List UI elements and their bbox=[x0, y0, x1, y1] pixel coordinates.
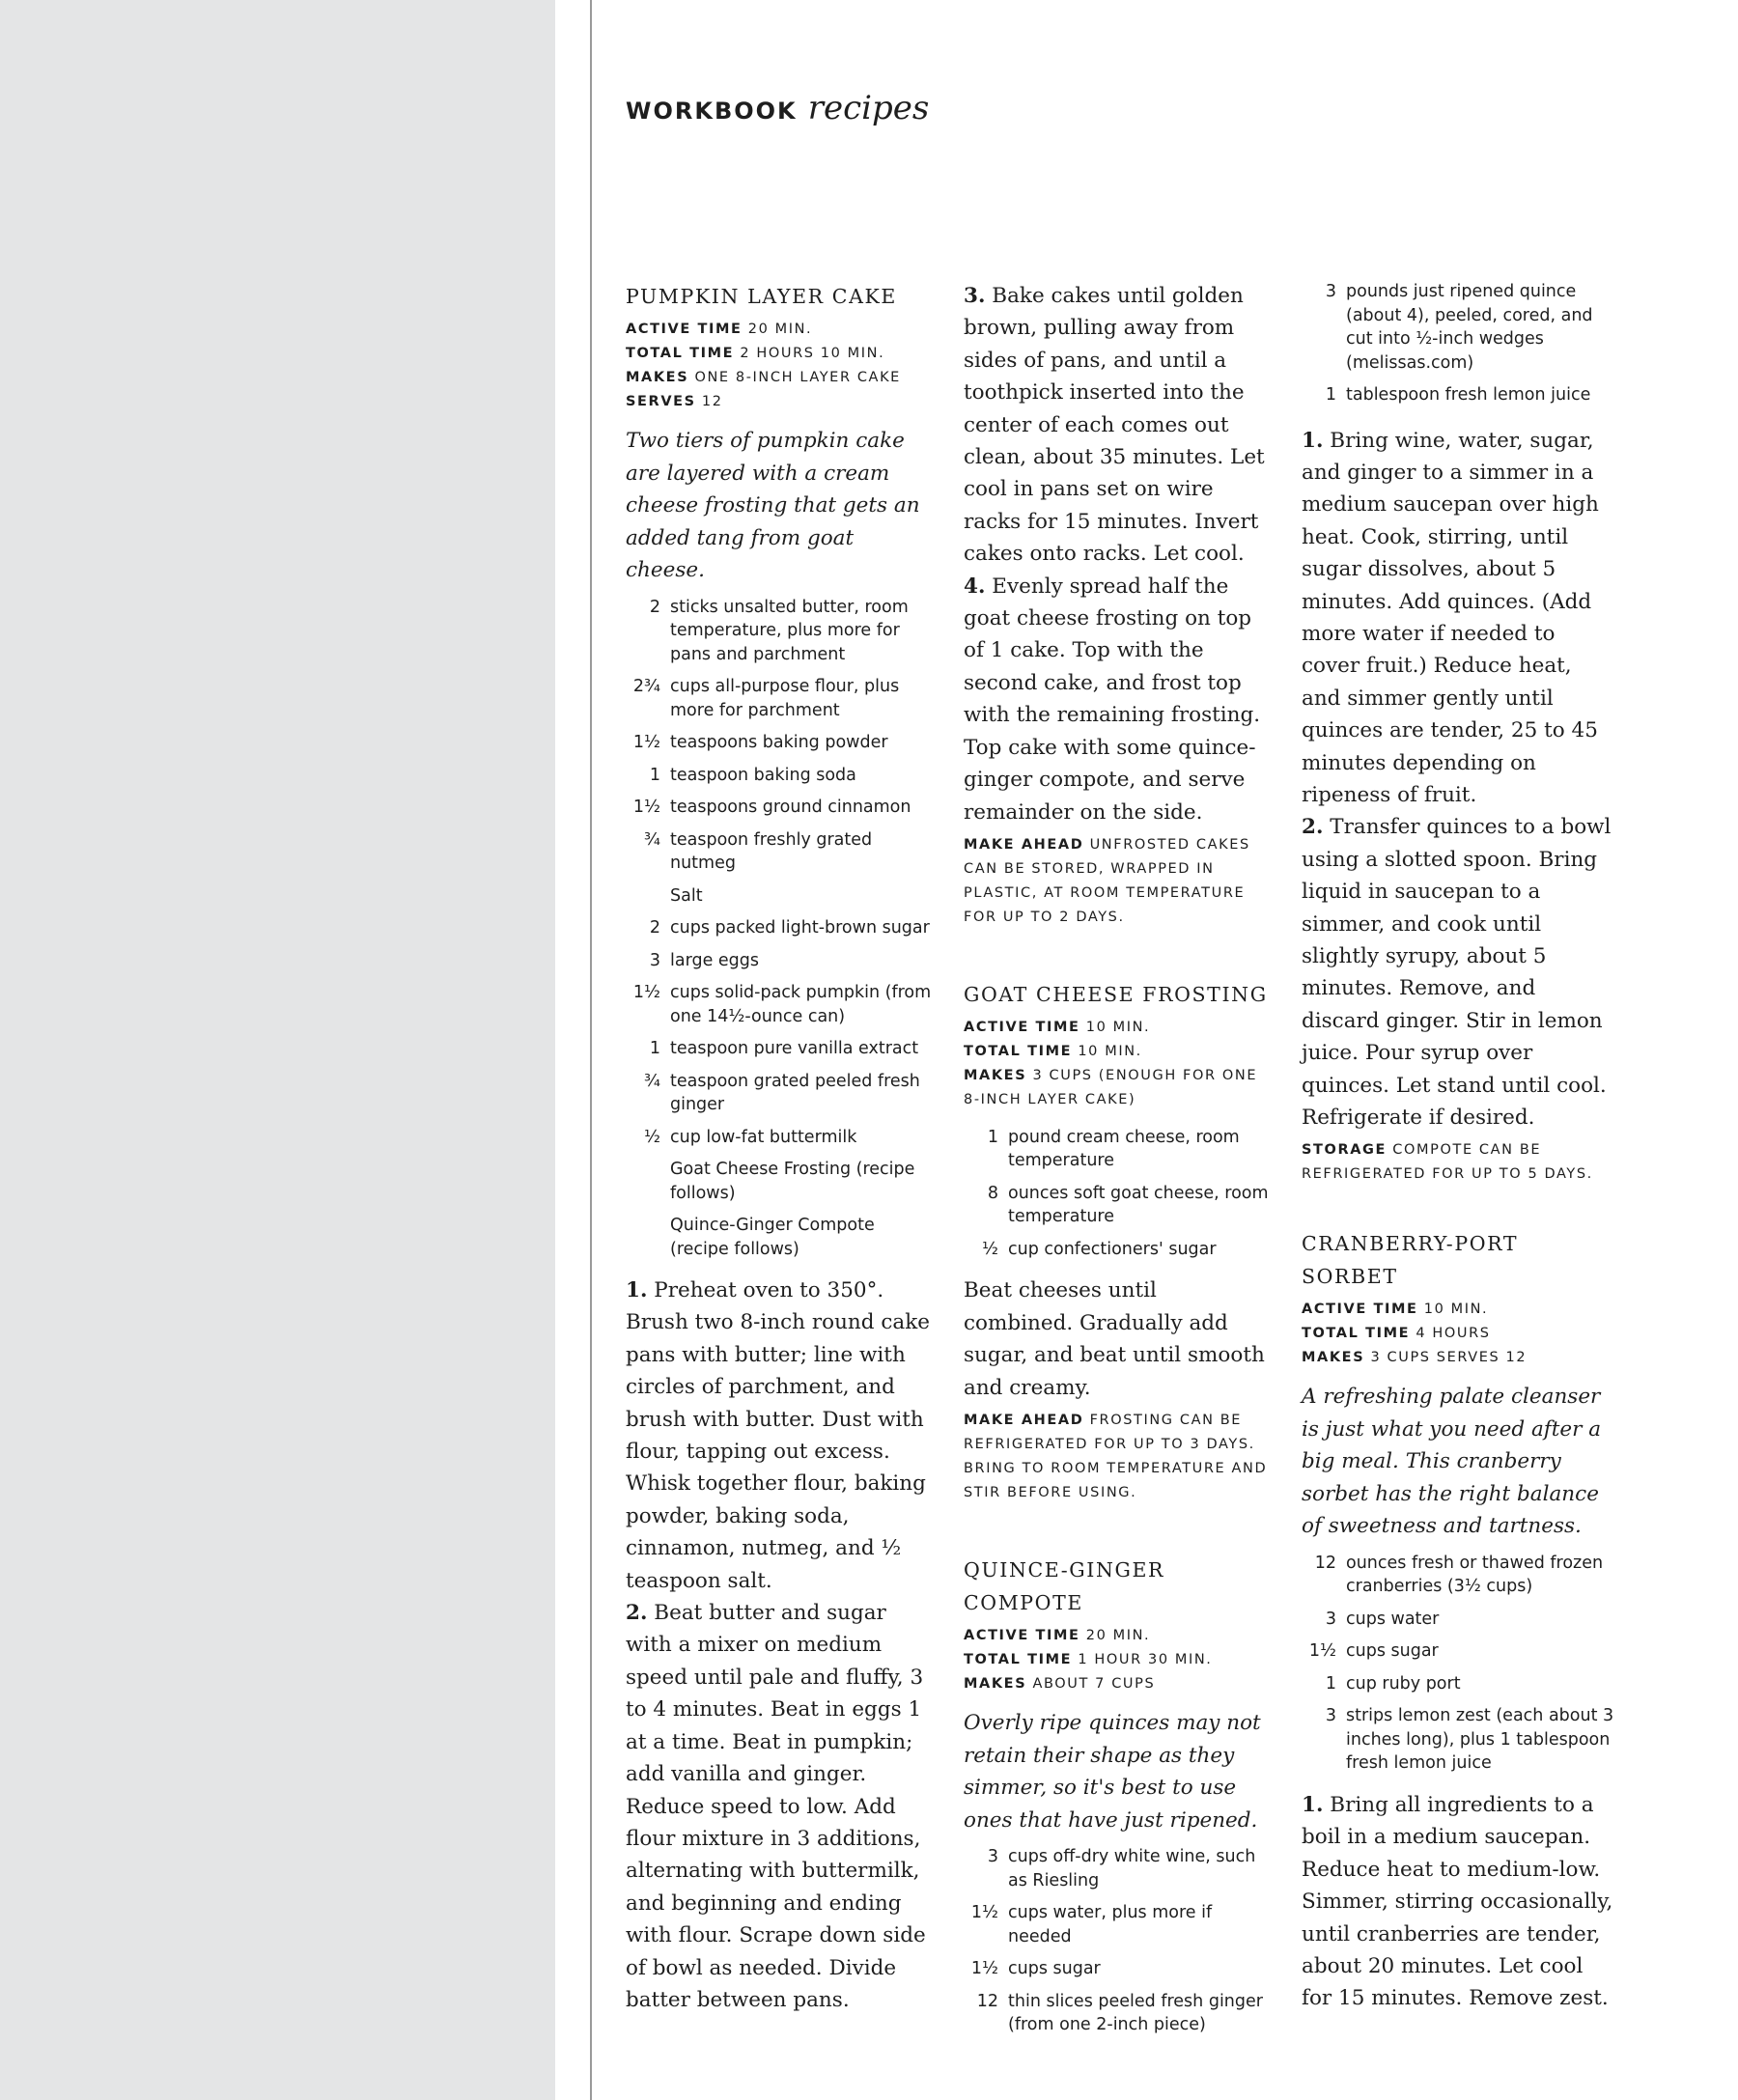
step: Beat cheeses until combined. Gradually add sugar, and beat until smooth and creamy. bbox=[964, 1278, 1265, 1400]
ingredient-item: 2¾ cups all-purpose flour, plus more for parchment bbox=[632, 677, 900, 720]
binding-rule bbox=[590, 0, 592, 2100]
recipe-pumpkin-layer-cake bbox=[626, 280, 933, 2016]
ingredient-item: 3 strips lemon zest (each about 3 inches long), plus 1 tablespoon fresh lemon juice bbox=[1325, 1706, 1614, 1774]
ingredient-item: 3 cups off-dry white wine, such as Riesling bbox=[987, 1847, 1256, 1890]
ingredient-list-continued bbox=[1302, 280, 1615, 407]
meta-line: ACTIVE TIME 10 MIN. bbox=[964, 1019, 1151, 1035]
ingredient-item: 3 large eggs bbox=[649, 950, 760, 970]
storage-note: STORAGE COMPOTE CAN BE REFRIGERATED FOR UP TO 5 DAYS. bbox=[1302, 1142, 1593, 1183]
ingredient-item: Quince-Ginger Compote (recipe follows) bbox=[670, 1216, 875, 1259]
meta-line: SERVES 12 bbox=[626, 394, 723, 409]
step: 4. Evenly spread half the goat cheese frosting on top of 1 cake. Top with the second cake, and frost top with the remaining frosting. Top cake with some quince-ginger compote, and serve remainder on the side. bbox=[964, 574, 1261, 825]
step: 2. Beat butter and sugar with a mixer on medium speed until pale and fluffy, 3 to 4 minutes. Beat in eggs 1 at a time. Beat in pumpkin; add vanilla and ginger. Reduce speed to low. Add flour mixture in 3 additions, alternating with buttermilk, and beginning and ending with flour. Scrape down side of bowl as needed. Divide batter between pans. bbox=[626, 1601, 926, 2012]
ingredient-item: 1 cup ruby port bbox=[1325, 1673, 1461, 1694]
meta-line: ACTIVE TIME 10 MIN. bbox=[1302, 1302, 1489, 1318]
ingredient-item: 3 cups water bbox=[1325, 1609, 1440, 1629]
meta-line: TOTAL TIME 1 HOUR 30 MIN. bbox=[964, 1652, 1213, 1668]
column-3 bbox=[1302, 280, 1615, 2015]
ingredient-item: Goat Cheese Frosting (recipe follows) bbox=[670, 1160, 915, 1203]
ingredient-item: 1 teaspoon baking soda bbox=[649, 765, 856, 785]
step: 1. Preheat oven to 350°. Brush two 8-inch round cake pans with butter; line with circles of parchment, and brush with butter. Dust with flour, tapping out excess. Whisk together flour, baking powder, baking soda, cinnamon, nutmeg, and ½ teaspoon salt. bbox=[626, 1278, 930, 1593]
ingredient-list bbox=[1302, 1552, 1615, 1776]
ingredient-item: 1 tablespoon fresh lemon juice bbox=[1325, 385, 1591, 405]
section-subtitle: recipes bbox=[807, 89, 930, 127]
recipe-steps-continued bbox=[964, 280, 1271, 828]
meta-line: ACTIVE TIME 20 MIN. bbox=[964, 1628, 1151, 1644]
meta-line: TOTAL TIME 10 MIN. bbox=[964, 1043, 1142, 1059]
recipe-meta bbox=[964, 1016, 1271, 1112]
recipe-steps bbox=[626, 1274, 933, 2016]
ingredient-item: ½ cup confectioners' sugar bbox=[982, 1239, 1217, 1259]
section-brand: WORKBOOK bbox=[626, 98, 798, 125]
recipe-steps bbox=[1302, 1789, 1615, 2015]
recipe-goat-cheese-frosting bbox=[964, 978, 1271, 1505]
ingredient-list bbox=[626, 596, 933, 1262]
recipe-intro: A refreshing palate cleanser is just what you need after a big meal. This cranberry sorbet has the right balance of sweetness and tartness. bbox=[1302, 1385, 1602, 1539]
ingredient-item: 1½ cups solid-pack pumpkin (from one 14½-ounce can) bbox=[632, 983, 932, 1026]
column-2 bbox=[964, 280, 1271, 2051]
ingredient-item: 1½ cups water, plus more if needed bbox=[970, 1903, 1213, 1946]
page-gutter bbox=[0, 0, 555, 2100]
meta-line: MAKES ABOUT 7 CUPS bbox=[964, 1676, 1156, 1693]
meta-line: TOTAL TIME 4 HOURS bbox=[1302, 1326, 1491, 1342]
ingredient-item: 1½ teaspoons baking powder bbox=[632, 733, 888, 752]
recipe-quince-ginger-compote bbox=[964, 1554, 1271, 2037]
recipe-intro: Two tiers of pumpkin cake are layered with a cream cheese frosting that gets an added tang from goat cheese. bbox=[626, 429, 920, 582]
meta-line: MAKES ONE 8-INCH LAYER CAKE bbox=[626, 370, 901, 385]
ingredient-item: 2 sticks unsalted butter, room temperature, plus more for pans and parchment bbox=[649, 597, 909, 664]
ingredient-item: 1½ cups sugar bbox=[970, 1959, 1101, 1979]
recipe-title: QUINCE-GINGER COMPOTE bbox=[964, 1558, 1165, 1615]
step: 1. Bring wine, water, sugar, and ginger to a simmer in a medium saucepan over high heat. Cook, stirring, until sugar dissolves, about 5 minutes. Add quinces. (Add more water if needed to cover fruit.) Reduce heat, and simmer gently until quinces are tender, 25 to 45 minutes depending on ripeness of fruit. bbox=[1302, 428, 1599, 807]
ingredient-item: 1 teaspoon pure vanilla extract bbox=[649, 1039, 919, 1058]
recipe-steps bbox=[1302, 425, 1615, 1134]
ingredient-item: Salt bbox=[670, 885, 703, 906]
recipe-cranberry-port-sorbet bbox=[1302, 1227, 1615, 2014]
step: 2. Transfer quinces to a bowl using a slotted spoon. Bring liquid in saucepan to a simmer, and cook until slightly syrupy, about 5 minutes. Remove, and discard ginger. Stir in lemon juice. Pour syrup over quinces. Let stand until cool. Refrigerate if desired. bbox=[1302, 815, 1612, 1131]
make-ahead-note: MAKE AHEAD FROSTING CAN BE REFRIGERATED FOR UP TO 3 DAYS. BRING TO ROOM TEMPERATURE AND STIR BEFORE USING. bbox=[964, 1413, 1268, 1501]
recipe-title: GOAT CHEESE FROSTING bbox=[964, 982, 1268, 1006]
ingredient-item: 12 thin slices peeled fresh ginger (from one 2-inch piece) bbox=[976, 1991, 1263, 2035]
recipe-title: CRANBERRY-PORT SORBET bbox=[1302, 1232, 1519, 1289]
page-header bbox=[626, 89, 929, 127]
make-ahead-note: MAKE AHEAD UNFROSTED CAKES CAN BE STORED, WRAPPED IN PLASTIC, AT ROOM TEMPERATURE FOR UP TO 2 DAYS. bbox=[964, 836, 1250, 925]
ingredient-item: 1 pound cream cheese, room temperature bbox=[987, 1127, 1240, 1171]
step: 3. Bake cakes until golden brown, pulling away from sides of pans, and until a toothpick inserted into the center of each comes out clean, about 35 minutes. Let cool in pans set on wire racks for 15 minutes. Invert cakes onto racks. Let cool. bbox=[964, 284, 1265, 567]
recipe-steps bbox=[964, 1274, 1271, 1404]
recipe-title: PUMPKIN LAYER CAKE bbox=[626, 285, 897, 308]
ingredient-list bbox=[964, 1126, 1271, 1262]
ingredient-list bbox=[964, 1845, 1271, 2037]
recipe-meta bbox=[1302, 1298, 1615, 1370]
ingredient-item: 1½ cups sugar bbox=[1308, 1641, 1439, 1662]
ingredient-item: ½ cup low-fat buttermilk bbox=[644, 1127, 857, 1147]
meta-line: ACTIVE TIME 20 MIN. bbox=[626, 322, 813, 337]
ingredient-item: 1½ teaspoons ground cinnamon bbox=[632, 798, 911, 817]
meta-line: MAKES 3 CUPS SERVES 12 bbox=[1302, 1350, 1528, 1366]
step: 1. Bring all ingredients to a boil in a medium saucepan. Reduce heat to medium-low. Simmer, stirring occasionally, until cranberries are tender, about 20 minutes. Let cool for 15 minutes. Remove zest. bbox=[1302, 1792, 1613, 2011]
ingredient-item: 2 cups packed light-brown sugar bbox=[649, 918, 930, 938]
meta-line: TOTAL TIME 2 HOURS 10 MIN. bbox=[626, 346, 885, 361]
recipe-intro: Overly ripe quinces may not retain their shape as they simmer, so it's best to use ones that have just ripened. bbox=[964, 1711, 1261, 1833]
recipe-meta bbox=[626, 318, 933, 414]
ingredient-item: ¾ teaspoon grated peeled fresh ginger bbox=[644, 1071, 920, 1114]
ingredient-item: ¾ teaspoon freshly grated nutmeg bbox=[644, 829, 873, 873]
ingredient-item: 12 ounces fresh or thawed frozen cranberries (3½ cups) bbox=[1314, 1553, 1604, 1597]
recipe-meta bbox=[964, 1624, 1271, 1696]
ingredient-item: 8 ounces soft goat cheese, room temperature bbox=[987, 1183, 1269, 1227]
meta-line: MAKES 3 CUPS (ENOUGH FOR ONE 8-INCH LAYER CAKE) bbox=[964, 1067, 1258, 1107]
ingredient-item: 3 pounds just ripened quince (about 4), peeled, cored, and cut into ½-inch wedges (melissas.com) bbox=[1325, 282, 1593, 373]
column-1 bbox=[626, 280, 933, 2016]
